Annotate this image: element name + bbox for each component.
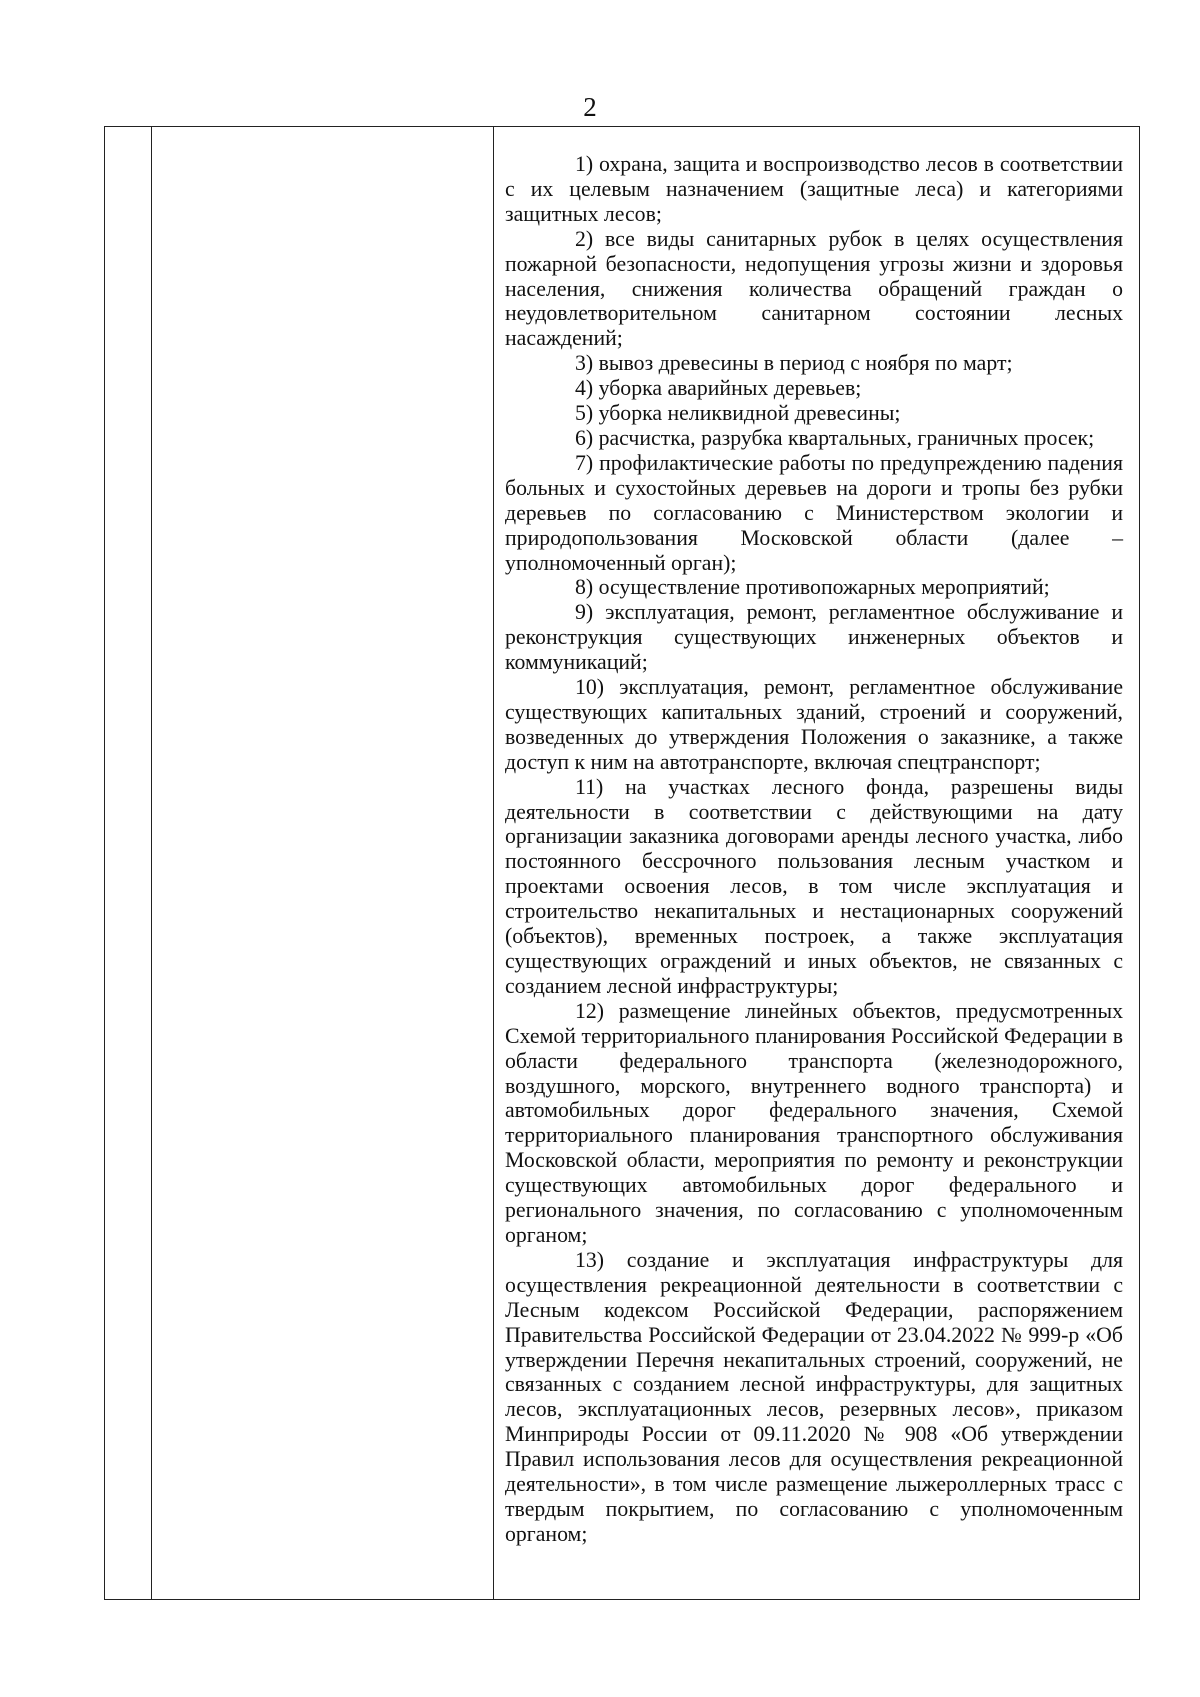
- list-item-11: 11) на участках лесного фонда, разрешены виды деятельности в соответствии с действующими на дату организации заказника договорами аренды лесного участка, либо постоянного бессрочного пользования лесным участком и проектами освоения лесов, в том числе эксплуатация и строительство некапитальных и нестационарных сооружений (объектов), временных построек, а также эксплуатация существующих ограждений и иных объектов, не связанных с созданием лесной инфраструктуры;: [505, 774, 1123, 998]
- list-item-7: 7) профилактические работы по предупреждению падения больных и сухостойных деревьев на дороги и тропы без рубки деревьев по согласованию с Министерством экологии и природопользования Московской области (далее – уполномоченный орган);: [505, 450, 1123, 575]
- page-number: 2: [583, 92, 597, 122]
- list-item-2: 2) все виды санитарных рубок в целях осуществления пожарной безопасности, недопущения угрозы жизни и здоровья населения, снижения количества обращений граждан о неудовлетворительном санитарном состоянии лесных насаждений;: [505, 226, 1123, 351]
- table-text-cell: [495, 127, 1139, 1599]
- list-item-9: 9) эксплуатация, ремонт, регламентное обслуживание и реконструкция существующих инженерных объектов и коммуникаций;: [505, 600, 1123, 675]
- list-item-5: 5) уборка неликвидной древесины;: [575, 401, 901, 426]
- list-item-10: 10) эксплуатация, ремонт, регламентное обслуживание существующих капитальных зданий, строений и сооружений, возведенных до утверждения Положения о заказнике, а также доступ к ним на автотранспорте, включая спецтранспорт;: [505, 675, 1123, 774]
- list-item-6: 6) расчистка, разрубка квартальных, граничных просек;: [575, 425, 1095, 450]
- list-item-13: 13) создание и эксплуатация инфраструктуры для осуществления рекреационной деятельности в соответствии с Лесным кодексом Российской Федерации, распоряжением Правительства Российской Федерации от 23.04.2022 № 999-р «Об утверждении Перечня некапитальных строений, сооружений, не связанных с созданием лесной инфраструктуры, для защитных лесов, эксплуатационных лесов, резервных лесов», приказом Минприроды России от 09.11.2020 № 908 «Об утверждении Правил использования лесов для осуществления рекреационной деятельности», в том числе размещение лыжероллерных трасс с твердым покрытием, по согласованию с уполномоченным органом;: [505, 1247, 1123, 1546]
- list-item-3: 3) вывоз древесины в период с ноября по март;: [575, 351, 1013, 376]
- document-table: [104, 126, 1140, 1600]
- list-item-4: 4) уборка аварийных деревьев;: [575, 376, 862, 401]
- list-item-1: 1) охрана, защита и воспроизводство лесов в соответствии с их целевым назначением (защитные леса) и категориями защитных лесов;: [505, 152, 1123, 226]
- table-column-divider: [151, 127, 152, 1599]
- list-item-12: 12) размещение линейных объектов, предусмотренных Схемой территориального планирования Российской Федерации в области федерального транспорта (железнодорожного, воздушного, морского, внутреннего водного транспорта) и автомобильных дорог федерального значения, Схемой территориального планирования транспортного обслуживания Московской области, мероприятия по ремонту и реконструкции существующих автомобильных дорог федерального и регионального значения, по согласованию с уполномоченным органом;: [505, 998, 1123, 1247]
- list-item-8: 8) осуществление противопожарных мероприятий;: [575, 575, 1050, 600]
- table-column-divider: [493, 127, 494, 1599]
